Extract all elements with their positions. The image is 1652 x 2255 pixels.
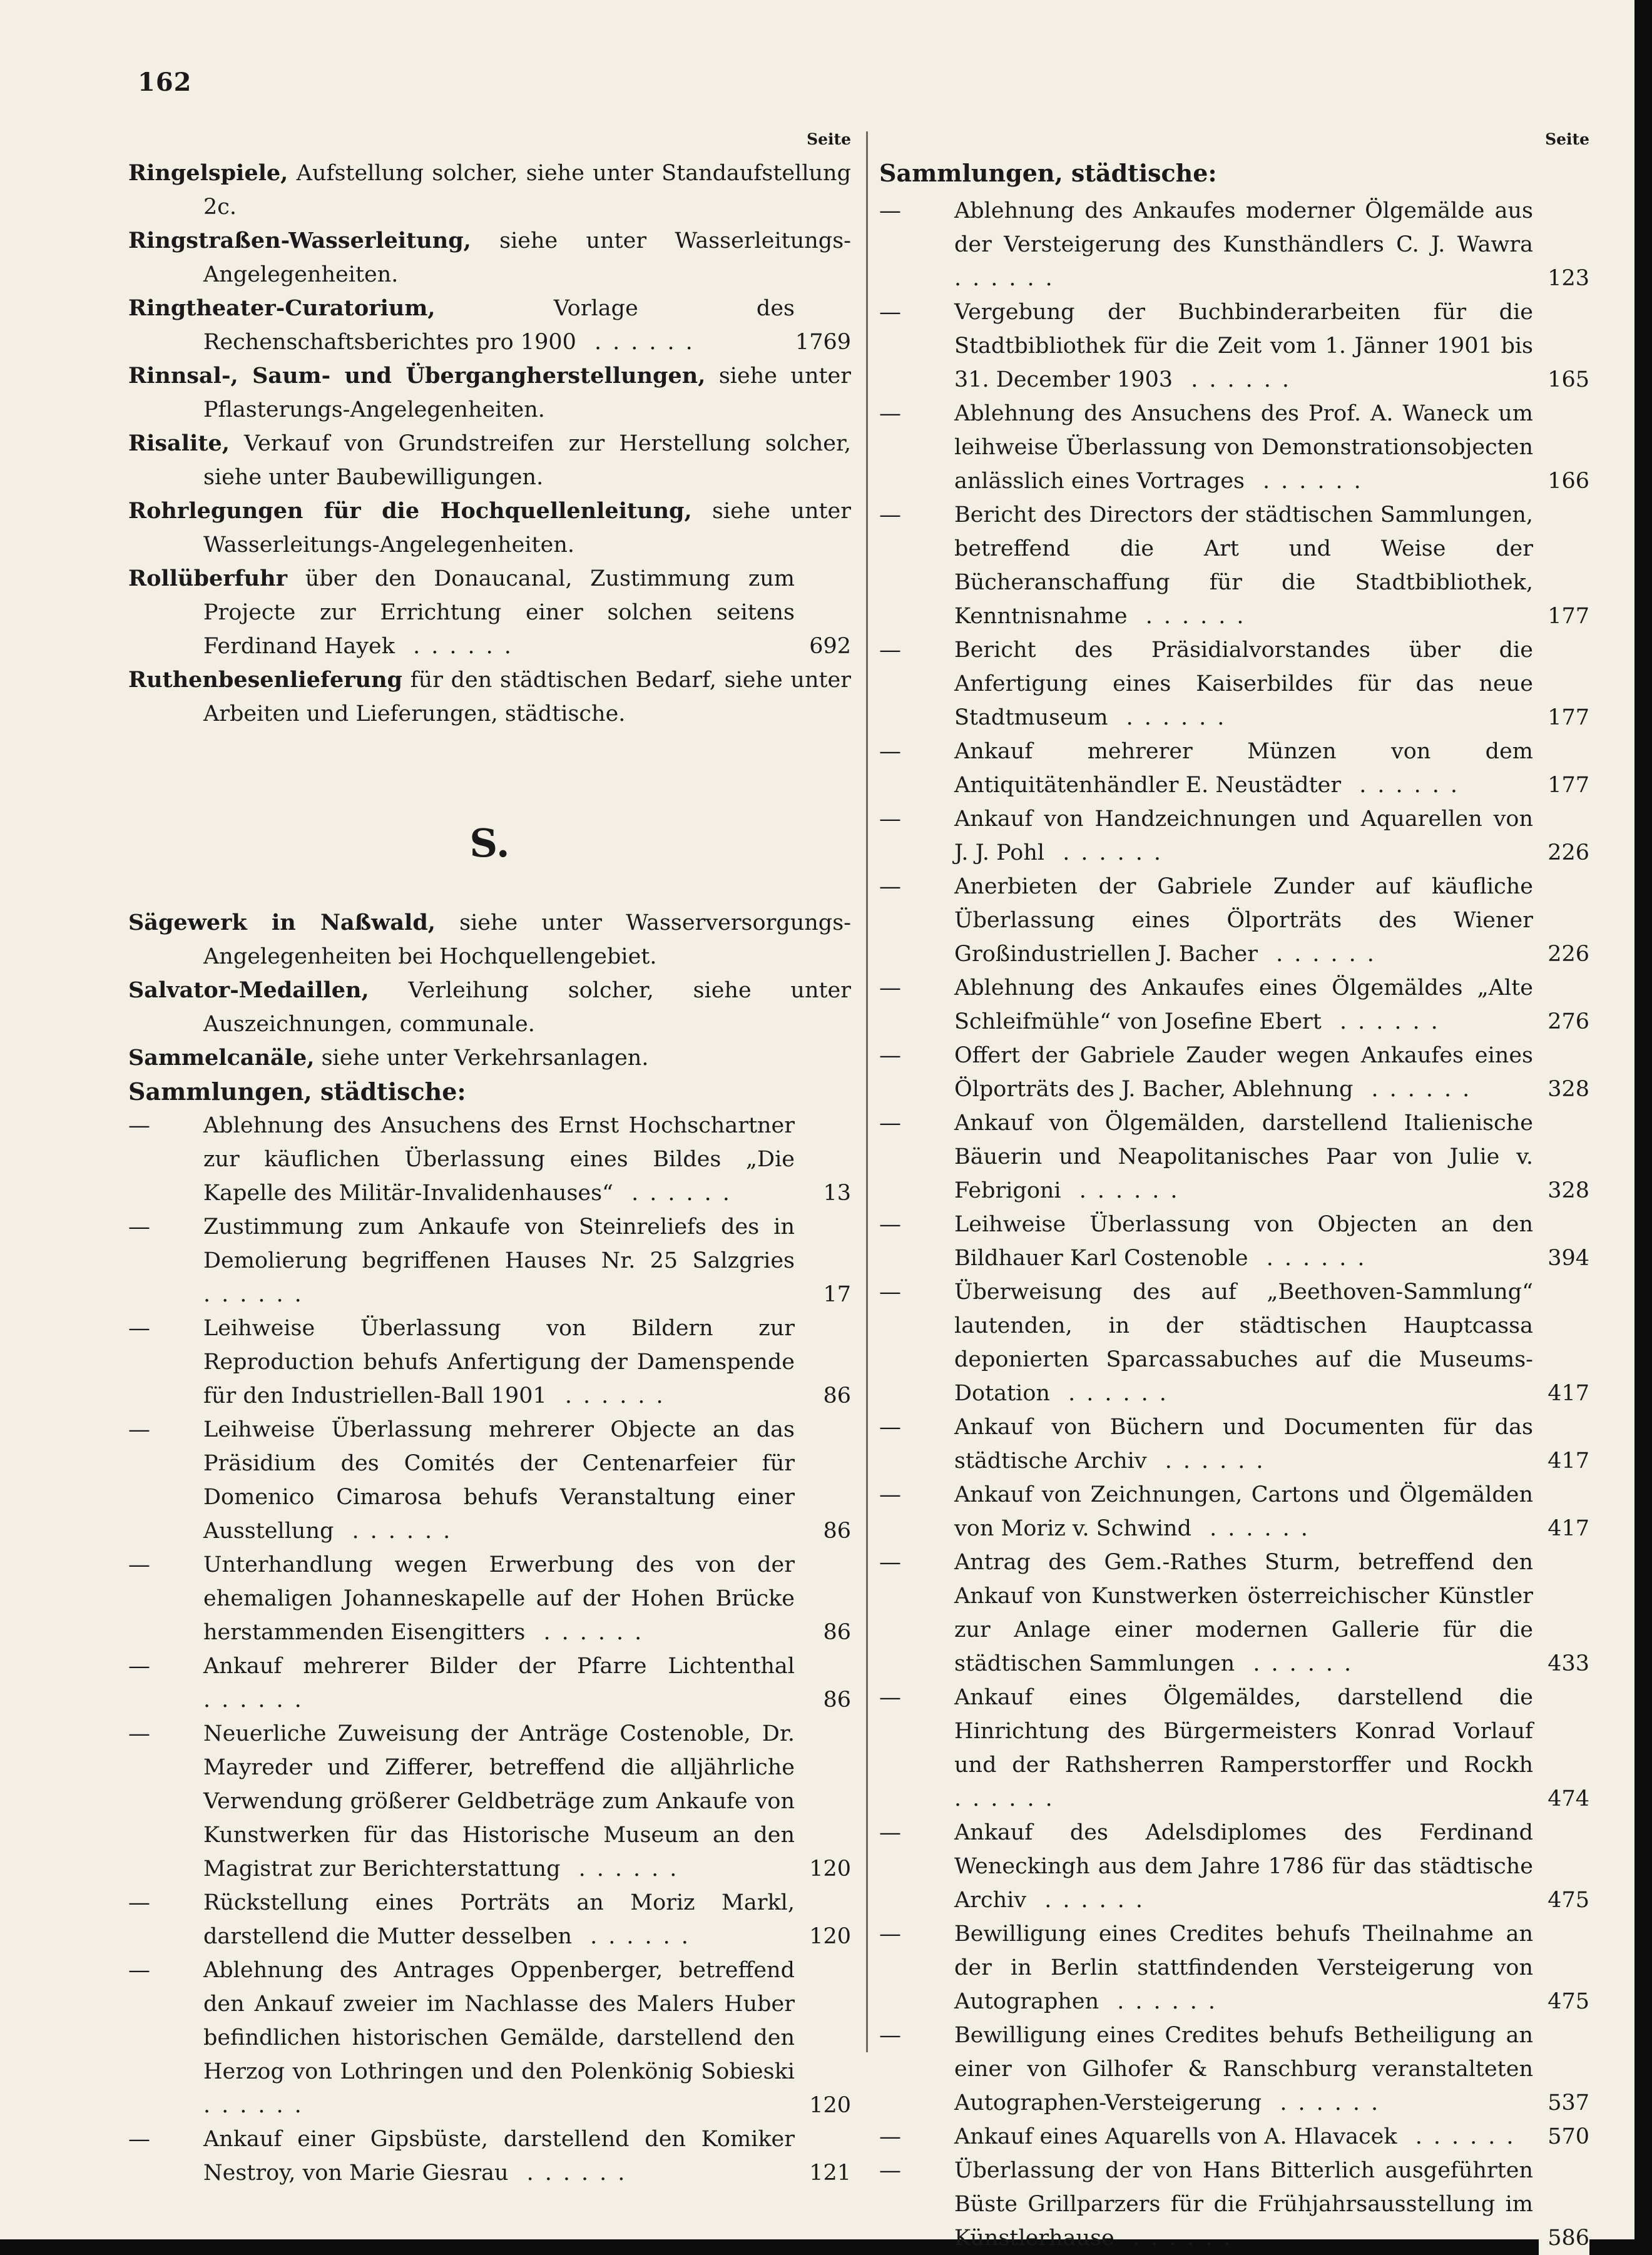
dot-leader: ...... bbox=[1353, 1077, 1481, 1102]
dot-leader: ...... bbox=[546, 1383, 675, 1408]
page-reference: 120 bbox=[800, 1852, 851, 1886]
entry-text: Vorlage des Rechenschaftsberichtes pro 1900 bbox=[203, 296, 795, 355]
sub-entry bbox=[879, 1816, 1589, 1917]
index-entry bbox=[128, 974, 851, 1041]
entry-text: Ankauf von Handzeichnungen und Aquarellen von J. J. Pohl bbox=[954, 807, 1533, 865]
entry-text: Ablehnung des Ankaufes eines Ölgemäldes „Alte Schleifmühle“ von Josefine Ebert bbox=[954, 975, 1533, 1034]
sub-entry bbox=[879, 1039, 1589, 1106]
index-entry bbox=[128, 359, 851, 427]
entry-head: Ringelspiele, bbox=[128, 160, 288, 186]
entry-dash: — bbox=[128, 1113, 150, 1138]
dot-leader: ...... bbox=[1099, 1989, 1227, 2014]
sub-entry bbox=[879, 194, 1589, 295]
entry-dash: — bbox=[128, 1654, 150, 1679]
entry-head: Ruthenbesenlieferung bbox=[128, 667, 403, 693]
entry-dash: — bbox=[879, 1482, 901, 1507]
entry-head: Sammelcanäle, bbox=[128, 1045, 315, 1071]
entry-dash: — bbox=[128, 1958, 150, 1983]
dot-leader: ...... bbox=[394, 634, 523, 659]
entry-dash: — bbox=[128, 1552, 150, 1577]
entry-dash: — bbox=[879, 2023, 901, 2048]
dot-leader: ...... bbox=[508, 2161, 636, 2186]
sub-entry bbox=[879, 1917, 1589, 2018]
page-reference: 328 bbox=[1539, 1174, 1589, 1208]
entry-text: über den Donaucanal, Zustimmung zum Projecte zur Errichtung einer solchen seitens Ferdinand Hayek bbox=[203, 566, 795, 659]
entry-text: Ankauf einer Gipsbüste, darstellend den Komiker Nestroy, von Marie Giesrau bbox=[203, 2127, 795, 2186]
entry-text: siehe unter Wasserleitungs-Angelegenheiten. bbox=[203, 228, 851, 287]
page-reference: 417 bbox=[1539, 1512, 1589, 1545]
page-reference: 177 bbox=[1539, 701, 1589, 735]
page-reference: 417 bbox=[1539, 1377, 1589, 1410]
entry-dash: — bbox=[879, 739, 901, 764]
seite-label-right: Seite bbox=[1545, 130, 1589, 148]
entry-text: Leihweise Überlassung von Objecten an den Bildhauer Karl Costenoble bbox=[954, 1212, 1533, 1271]
index-entry bbox=[128, 1041, 851, 1075]
page-reference: 586 bbox=[1539, 2221, 1589, 2255]
dot-leader: ...... bbox=[1341, 773, 1469, 798]
page-number: 162 bbox=[138, 68, 192, 97]
entry-dash: — bbox=[128, 1214, 150, 1239]
entry-text: Unterhandlung wegen Erwerbung des von der ehemaligen Johanneskapelle auf der Hohen Brücke herstammenden Eisengitters bbox=[203, 1552, 795, 1645]
entry-text: Rückstellung eines Porträts an Moriz Markl, darstellend die Mutter desselben bbox=[203, 1890, 795, 1949]
entry-text: siehe unter Verkehrsanlagen. bbox=[314, 1046, 649, 1071]
page-reference: 328 bbox=[1539, 1072, 1589, 1106]
entry-text: Ankauf mehrerer Münzen von dem Antiquitätenhändler E. Neustädter bbox=[954, 739, 1533, 798]
page-reference: 394 bbox=[1539, 1241, 1589, 1275]
page-reference: 86 bbox=[814, 1379, 851, 1413]
page-reference: 120 bbox=[800, 1920, 851, 1953]
sammlungen-list-right bbox=[879, 194, 1589, 2255]
entry-dash: — bbox=[879, 1043, 901, 1068]
entry-dash: — bbox=[128, 1316, 150, 1341]
page-reference: 692 bbox=[800, 629, 851, 663]
entry-dash: — bbox=[128, 2127, 150, 2152]
entry-dash: — bbox=[879, 874, 901, 899]
page-reference: 177 bbox=[1539, 768, 1589, 802]
sub-entry bbox=[128, 1548, 851, 1649]
dot-leader: ...... bbox=[576, 330, 704, 355]
page-reference: 177 bbox=[1539, 599, 1589, 633]
entry-dash: — bbox=[879, 1550, 901, 1575]
entry-text: Zustimmung zum Ankaufe von Steinreliefs des in Demolierung begriffenen Hauses Nr. 25 Salzgries bbox=[203, 1214, 795, 1273]
page-reference: 121 bbox=[800, 2156, 851, 2190]
dot-leader: ...... bbox=[954, 1786, 1064, 1811]
page-reference: 475 bbox=[1539, 1985, 1589, 2018]
page-reference: 1769 bbox=[787, 325, 851, 359]
page-reference: 226 bbox=[1539, 937, 1589, 971]
entry-dash: — bbox=[879, 1415, 901, 1440]
entry-text: Bericht des Präsidialvorstandes über die Anfertigung eines Kaiserbildes für das neue Stadtmuseum bbox=[954, 638, 1533, 730]
sub-entry bbox=[879, 295, 1589, 397]
entry-head: Risalite, bbox=[128, 430, 230, 456]
sammlungen-list-left bbox=[128, 1109, 851, 2190]
sub-entry bbox=[879, 397, 1589, 498]
sub-entry bbox=[128, 1953, 851, 2122]
dot-leader: ...... bbox=[1397, 2124, 1525, 2149]
entry-dash: — bbox=[879, 2158, 901, 2183]
sub-entry bbox=[879, 633, 1589, 735]
page-reference: 417 bbox=[1539, 1444, 1589, 1478]
dot-leader: ...... bbox=[954, 266, 1064, 291]
entry-head: Salvator-Medaillen, bbox=[128, 977, 369, 1003]
entry-head: Ringstraßen-Wasserleitung, bbox=[128, 228, 471, 253]
sub-entry bbox=[879, 498, 1589, 633]
entry-dash: — bbox=[879, 401, 901, 426]
page-reference: 123 bbox=[1539, 262, 1589, 295]
dot-leader: ...... bbox=[1248, 1246, 1376, 1271]
entry-text: Anerbieten der Gabriele Zunder auf käufliche Überlassung eines Ölporträts des Wiener Großindustriellen J. Bacher bbox=[954, 874, 1533, 967]
entry-text: Ankauf von Ölgemälden, darstellend Italienische Bäuerin und Neapolitanisches Paar von Julie v. Febrigoni bbox=[954, 1111, 1533, 1203]
dot-leader: ...... bbox=[1321, 1009, 1449, 1034]
page-reference: 165 bbox=[1539, 363, 1589, 397]
dot-leader: ...... bbox=[1244, 469, 1372, 494]
entry-text: Ankauf eines Aquarells von A. Hlavacek bbox=[954, 2124, 1397, 2149]
dot-leader: ...... bbox=[572, 1924, 700, 1949]
index-entry bbox=[128, 427, 851, 494]
index-entry bbox=[128, 562, 851, 663]
dot-leader: ...... bbox=[613, 1181, 741, 1206]
sub-entry bbox=[879, 735, 1589, 802]
sub-entry bbox=[128, 1886, 851, 1953]
sub-entry bbox=[879, 2154, 1589, 2255]
dot-leader: ...... bbox=[1127, 604, 1255, 629]
page-reference: 13 bbox=[814, 1176, 851, 1210]
entry-text: Überlassung der von Hans Bitterlich ausgeführten Büste Grillparzers für die Frühjahrsausstellung im Künstlerhause bbox=[954, 2158, 1533, 2251]
entry-dash: — bbox=[879, 1212, 901, 1237]
entry-dash: — bbox=[879, 1820, 901, 1845]
dot-leader: ...... bbox=[1258, 942, 1385, 967]
dot-leader: ...... bbox=[203, 1282, 313, 1307]
entry-text: Bewilligung eines Credites behufs Theilnahme an der in Berlin stattfindenden Versteigerung von Autographen bbox=[954, 1922, 1533, 2014]
entry-text: Neuerliche Zuweisung der Anträge Costenoble, Dr. Mayreder und Zifferer, betreffend die alljährliche Verwendung größerer Geldbeträge zum Ankaufe von Kunstwerken für das Historische Museum an den Magistrat zur Berichterstattung bbox=[203, 1721, 795, 1881]
dot-leader: ...... bbox=[1191, 1516, 1319, 1541]
dot-leader: ...... bbox=[203, 2093, 313, 2118]
dot-leader: ...... bbox=[334, 1519, 462, 1544]
entry-text: Aufstellung solcher, siehe unter Standaufstellung 2c. bbox=[203, 161, 851, 220]
entry-text: Bewilligung eines Credites behufs Betheiligung an einer von Gilhofer & Ranschburg veranstalteten Autographen-Versteigerung bbox=[954, 2023, 1533, 2115]
page-reference: 86 bbox=[814, 1514, 851, 1548]
entry-text: Ablehnung des Ansuchens des Prof. A. Waneck um leihweise Überlassung von Demonstrationsobjecten anlässlich eines Vortrages bbox=[954, 401, 1533, 494]
sub-entry bbox=[879, 802, 1589, 870]
entry-text: Ankauf mehrerer Bilder der Pfarre Lichtenthal bbox=[203, 1654, 795, 1679]
seite-label-left: Seite bbox=[807, 130, 851, 148]
sammlungen-heading-right: Sammlungen, städtische: bbox=[879, 159, 1217, 187]
entry-text: Verleihung solcher, siehe unter Auszeichnungen, communale. bbox=[203, 978, 851, 1037]
entry-text: Ablehnung des Antrages Oppenberger, betreffend den Ankauf zweier im Nachlasse des Malers Huber befindlichen historischen Gemälde, darstellend den Herzog von Lothringen und den Polenkönig Sobieski bbox=[203, 1958, 795, 2084]
entry-dash: — bbox=[879, 1922, 901, 1947]
entry-text: Leihweise Überlassung von Bildern zur Reproduction behufs Anfertigung der Damenspende für den Industriellen-Ball 1901 bbox=[203, 1316, 795, 1408]
entry-dash: — bbox=[879, 2124, 901, 2149]
entry-text: Ablehnung des Ankaufes moderner Ölgemälde aus der Versteigerung des Kunsthändlers C. J. Wawra bbox=[954, 198, 1533, 257]
sub-entry bbox=[128, 2122, 851, 2190]
entry-head: Rinnsal-, Saum- und Übergangherstellungen, bbox=[128, 363, 706, 389]
right-column bbox=[879, 130, 1589, 2255]
entry-dash: — bbox=[879, 1685, 901, 1710]
sub-entry bbox=[128, 1109, 851, 1210]
dot-leader: ...... bbox=[1173, 367, 1301, 392]
dot-leader: ...... bbox=[1146, 1448, 1275, 1474]
entry-head: Rollüberfuhr bbox=[128, 566, 288, 591]
sammlungen-heading-left: Sammlungen, städtische: bbox=[128, 1077, 466, 1106]
dot-leader: ...... bbox=[1262, 2090, 1390, 2115]
page-reference: 17 bbox=[814, 1278, 851, 1311]
sub-entry bbox=[879, 1410, 1589, 1478]
dot-leader: ...... bbox=[203, 1687, 313, 1713]
index-entry bbox=[128, 292, 851, 359]
sub-entry bbox=[879, 870, 1589, 971]
entry-text: siehe unter Wasserversorgungs-Angelegenheiten bei Hochquellengebiet. bbox=[203, 910, 851, 969]
entry-dash: — bbox=[128, 1721, 150, 1746]
entry-text: Antrag des Gem.-Rathes Sturm, betreffend den Ankauf von Kunstwerken österreichischer Künstler zur Anlage einer modernen Gallerie für die städtischen Sammlungen bbox=[954, 1550, 1533, 1676]
left-column bbox=[128, 130, 851, 2190]
dot-leader: ...... bbox=[1026, 1888, 1155, 1913]
dot-leader: ...... bbox=[1114, 2226, 1242, 2251]
entry-dash: — bbox=[879, 1280, 901, 1305]
sub-entry bbox=[128, 1649, 851, 1717]
dot-leader: ...... bbox=[560, 1856, 688, 1881]
page-reference: 86 bbox=[814, 1683, 851, 1717]
entry-text: Offert der Gabriele Zauder wegen Ankaufes eines Ölporträts des J. Bacher, Ablehnung bbox=[954, 1043, 1533, 1102]
page-reference: 570 bbox=[1539, 2120, 1589, 2154]
sub-entry bbox=[879, 1545, 1589, 1681]
sub-entry bbox=[879, 1681, 1589, 1816]
dot-leader: ...... bbox=[1049, 1381, 1178, 1406]
dot-leader: ...... bbox=[1235, 1651, 1363, 1676]
entry-dash: — bbox=[879, 807, 901, 832]
index-entry bbox=[128, 224, 851, 292]
index-entry bbox=[128, 663, 851, 731]
entry-dash: — bbox=[879, 198, 901, 223]
page-reference: 166 bbox=[1539, 464, 1589, 498]
entry-text: Ablehnung des Ansuchens des Ernst Hochschartner zur käuflichen Überlassung eines Bildes „Die Kapelle des Militär-Invalidenhauses“ bbox=[203, 1113, 795, 1206]
column-divider bbox=[866, 131, 868, 2052]
entry-dash: — bbox=[879, 638, 901, 663]
page-reference: 86 bbox=[814, 1616, 851, 1649]
sub-entry bbox=[879, 1208, 1589, 1275]
section-letter: S. bbox=[469, 820, 510, 866]
entry-text: Vergebung der Buchbinderarbeiten für die Stadtbibliothek für die Zeit vom 1. Jänner 1901 bis 31. December 1903 bbox=[954, 300, 1533, 392]
index-entry bbox=[128, 906, 851, 974]
dot-leader: ...... bbox=[1044, 840, 1172, 865]
entry-dash: — bbox=[879, 502, 901, 527]
entry-head: Sägewerk in Naßwald, bbox=[128, 910, 436, 935]
sub-entry bbox=[879, 2120, 1589, 2154]
entry-text: Ankauf von Zeichnungen, Cartons und Ölgemälden von Moriz v. Schwind bbox=[954, 1482, 1533, 1541]
sub-entry bbox=[879, 1478, 1589, 1545]
entry-text: Ankauf von Büchern und Documenten für das städtische Archiv bbox=[954, 1415, 1533, 1474]
sub-entry bbox=[128, 1210, 851, 1311]
entry-dash: — bbox=[128, 1417, 150, 1442]
sub-entry bbox=[879, 2018, 1589, 2120]
dot-leader: ...... bbox=[1061, 1178, 1189, 1203]
entries-s bbox=[128, 906, 851, 1075]
entry-dash: — bbox=[879, 1111, 901, 1136]
entry-dash: — bbox=[879, 300, 901, 325]
entry-text: siehe unter Wasserleitungs-Angelegenheiten. bbox=[203, 499, 851, 557]
dot-leader: ...... bbox=[1108, 705, 1236, 730]
sub-entry bbox=[128, 1311, 851, 1413]
entry-text: Verkauf von Grundstreifen zur Herstellung solcher, siehe unter Baubewilligungen. bbox=[203, 431, 851, 490]
index-entry bbox=[128, 156, 851, 224]
entry-dash: — bbox=[879, 975, 901, 1000]
sub-entry bbox=[879, 1275, 1589, 1410]
index-entry bbox=[128, 494, 851, 562]
page-reference: 474 bbox=[1539, 1782, 1589, 1816]
entry-head: Ringtheater-Curatorium, bbox=[128, 295, 436, 321]
entry-dash: — bbox=[128, 1890, 150, 1915]
page-reference: 537 bbox=[1539, 2086, 1589, 2120]
page-reference: 475 bbox=[1539, 1883, 1589, 1917]
entry-text: Ankauf eines Ölgemäldes, darstellend die Hinrichtung des Bürgermeisters Konrad Vorlauf und der Rathsherren Ramperstorffer und Rockh bbox=[954, 1685, 1533, 1778]
entries-top bbox=[128, 156, 851, 731]
entry-text: Bericht des Directors der städtischen Sammlungen, betreffend die Art und Weise der Bücheranschaffung für die Stadtbibliothek, Kenntnisnahme bbox=[954, 502, 1533, 629]
sub-entry bbox=[879, 971, 1589, 1039]
sub-entry bbox=[879, 1106, 1589, 1208]
entry-text: Leihweise Überlassung mehrerer Objecte an das Präsidium des Comités der Centenarfeier für Domenico Cimarosa behufs Veranstaltung einer Ausstellung bbox=[203, 1417, 795, 1544]
entry-text: siehe unter Pflasterungs-Angelegenheiten. bbox=[203, 364, 851, 422]
sub-entry bbox=[128, 1717, 851, 1886]
entry-text: Ankauf des Adelsdiplomes des Ferdinand Weneckingh aus dem Jahre 1786 für das städtische Archiv bbox=[954, 1820, 1533, 1913]
entry-text: für den städtischen Bedarf, siehe unter Arbeiten und Lieferungen, städtische. bbox=[203, 668, 851, 726]
dot-leader: ...... bbox=[525, 1620, 653, 1645]
entry-head: Rohrlegungen für die Hochquellenleitung, bbox=[128, 498, 692, 524]
page-reference: 433 bbox=[1539, 1647, 1589, 1681]
entry-text: Überweisung des auf „Beethoven-Sammlung“ lautenden, in der städtischen Hauptcassa deponierten Sparcassabuches auf die Museums-Dotation bbox=[954, 1280, 1533, 1406]
page-reference: 120 bbox=[800, 2089, 851, 2122]
page-reference: 226 bbox=[1539, 836, 1589, 870]
sub-entry bbox=[128, 1413, 851, 1548]
page-reference: 276 bbox=[1539, 1005, 1589, 1039]
